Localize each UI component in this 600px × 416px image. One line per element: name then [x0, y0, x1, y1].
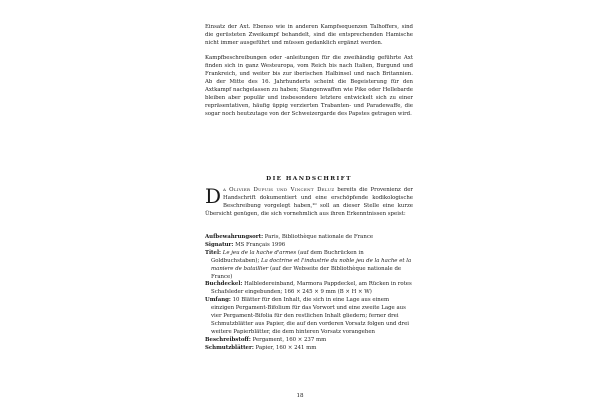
title-2: La doctrine et l'industrie du noble jeu de la hache et la maniere de bataillier	[211, 257, 412, 272]
meta-signatur	[205, 242, 413, 250]
meta-label: Titel:	[205, 249, 222, 256]
intro-text	[205, 184, 413, 219]
meta-value: Papier, 160 × 241 mm	[255, 344, 317, 351]
intro-body: bereits die Provenienz der Handschrift dokumentiert und eine erschöpfende kodikologische Beschreibung vorgelegt haben,¹⁰ soll an dieser Stelle eine kurze Übersicht genügen, die sich vornehmlich aus ihren Erkenntnissen speist:	[205, 187, 413, 217]
drop-cap: D	[205, 184, 222, 208]
meta-value: Pergament, 160 × 237 mm	[252, 336, 327, 343]
meta-label: Schmutzblätter:	[205, 344, 254, 351]
body-text	[205, 24, 413, 119]
meta-label: Signatur:	[205, 241, 234, 248]
meta-label: Buchdeckel:	[205, 281, 243, 288]
dropcap-rest: a	[223, 187, 227, 193]
meta-aufbewahrungsort	[205, 234, 413, 242]
meta-beschreibstoff	[205, 337, 413, 345]
paragraph-2: Kampfbeschreibungen oder -anleitungen für die zweihändig geführte Axt finden sich in ganz Westeuropa, vom Reich bis nach Italien, Burgund und Frankreich, und weiter bis zur iberischen Halbinsel und nach Britannien. Ab der Mitte des 16. Jahrhunderts scheint die Begeisterung für den Axtkampf nachgelassen zu haben; Stangenwaffen wie Pike oder Hellebarde bleiben aber populär und insbesondere letztere entwickelt sich zu einer repräsentativen, häufig üppig verzierten Trabanten- und Paradewaffe, die sogar noch heutzutage von der Schweizergarde des Papstes getragen wird.	[205, 55, 413, 117]
meta-label: Aufbewahrungsort:	[205, 234, 264, 240]
intro-paragraph	[205, 184, 413, 219]
meta-value: Halbledereinband, Marmora Pappdeckel, am Rücken in rotes Schafsleder eingebunden; 166 × 245 × 9 mm (B × H × W)	[211, 281, 412, 296]
page-number: 18	[296, 393, 304, 399]
paragraph-1: Einsatz der Axt. Ebenso wie in anderen Kampfsequenzen Talhoffers, sind die gerüsteten Zweikampf behandelt, sind die entsprechenden Hamische nicht immer ausgeführt und müssen gedanklich ergänzt werden.	[205, 24, 413, 46]
meta-value: MS Français 1996	[235, 241, 286, 248]
meta-buchdeckel	[205, 281, 413, 297]
meta-umfang	[205, 297, 413, 337]
section-heading: DIE HANDSCHRIFT	[266, 176, 352, 182]
author-names: Olivier Dupuis und Vincent Deluz	[229, 187, 335, 193]
title-1: Le jeu de la hache d'armes	[222, 249, 297, 256]
meta-label: Beschreibstoff:	[205, 336, 251, 343]
meta-titel	[205, 250, 413, 282]
meta-value: 10 Blätter für den Inhalt, die sich in eine Lage aus einem einzigen Pergament-Bifolium für das Vorwort und eine zweite Lage aus vier Pergament-Bifolia für den restlichen Inhalt gliedern; ferner drei Schmutzblätter aus Papier, die auf den vorderen Vorsatz folgen und drei weitere Papierblätter, die dem hinteren Vorsatz vorangehen	[211, 297, 410, 335]
title-1-note: (auf dem Buchrücken in Goldbuchstaben);	[211, 249, 364, 264]
meta-label: Umfang:	[205, 297, 231, 304]
meta-value: Paris, Bibliothèque nationale de France	[264, 234, 374, 240]
codicological-description	[205, 234, 413, 353]
title-2-note: (auf der Webseite der Bibliothèque nationale de France)	[211, 265, 402, 280]
meta-schmutzblaetter	[205, 345, 413, 353]
